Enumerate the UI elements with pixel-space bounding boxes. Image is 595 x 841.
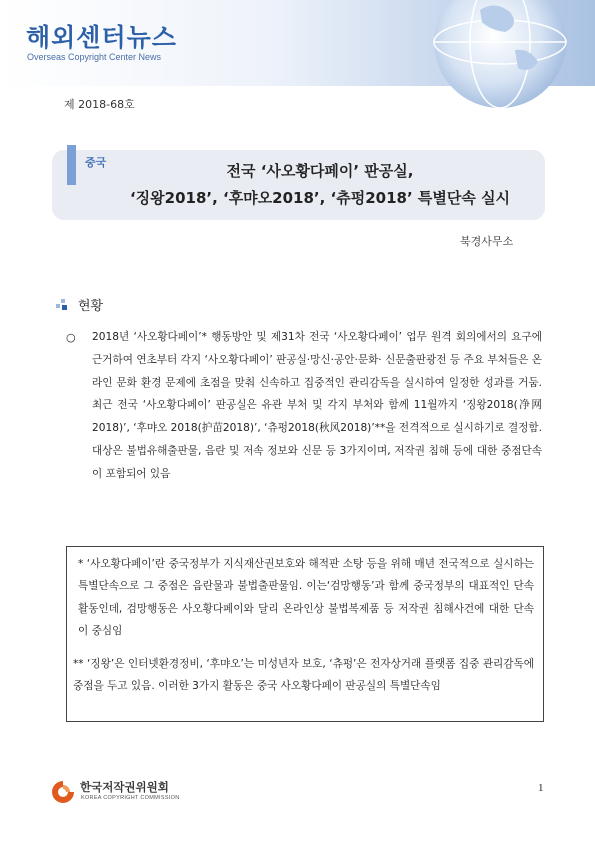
office-name: 북경사무소 [460, 235, 514, 248]
body-paragraph: 2018년 ‘사오황다페이’* 행동방안 및 제31차 전국 ‘사오황다페이’ 업무 원격 회의에서의 요구에 근거하여 연초부터 각지 ‘사오황다페이’ 판공실·망신·공안·문화· 신문출판광전 등 주요 부처들은 온라인 문화 환경 문제에 초점을 맞춰 신속하고 집중적인 관리감독을 실시하여 일정한 성과를 거둠. 최근 전국 ‘사오황다페이’ 판공실은 유관 부처 및 각지 부처와 함께 11월까지 ‘징왕2018(净网2018)’, ‘후먀오 2018(护苗2018)’, ‘츄펑2018(秋风2018)’**을 전격적으로 실시하기로 결정함. 대상은 불법유해출판물, 음란 및 저속 정보와 신문 등 3가지이며, 저작권 침해 등에 대한 중점단속이 포함되어 있음 [92, 331, 543, 480]
footnote-2: ** ‘징왕’은 인터넷환경정비, ‘후먀오’는 미성년자 보호, ‘츄펑’은 전자상거래 플랫폼 집중 관리감독에 중점을 두고 있음. 이러한 3가지 활동은 중국 사오황다페이 판공실의 특별단속임 [73, 658, 534, 693]
article-title-line1: 전국 ‘사오황다페이’ 판공실, [226, 162, 414, 180]
org-english-name: KOREA COPYRIGHT COMMISSION [81, 795, 180, 801]
publication-title: 해외센터뉴스 [26, 23, 177, 52]
issue-number: 제 2018-68호 [64, 98, 135, 111]
country-tag: 중국 [85, 156, 107, 169]
section-title: 현황 [78, 299, 104, 314]
globe-icon [420, 0, 580, 110]
header-banner [0, 0, 595, 86]
article-title-line2: ‘징왕2018’, ‘후먀오2018’, ‘츄펑2018’ 특별단속 실시 [129, 189, 511, 207]
paragraph-bullet: ○ [66, 331, 76, 344]
page-number: 1 [538, 782, 544, 794]
tag-bar [67, 145, 76, 185]
publication-subtitle: Overseas Copyright Center News [27, 52, 162, 62]
copyright-commission-logo-icon [50, 779, 76, 805]
section-bullet-icon [55, 298, 69, 312]
org-name: 한국저작권위원회 [80, 780, 169, 794]
footnote-1: * ‘사오황다페이’란 중국정부가 지식재산권보호와 해적판 소탕 등을 위해 매년 전국적으로 실시하는 특별단속으로 그 중점은 음란물과 불법출판물임. 이는‘검망행동’과 함께 중국정부의 대표적인 단속활동인데, 검망행동은 사오황다페이와 달리 온라인상 불법복제품 등 저작권 침해사건에 대한 단속이 중심임 [78, 558, 534, 638]
